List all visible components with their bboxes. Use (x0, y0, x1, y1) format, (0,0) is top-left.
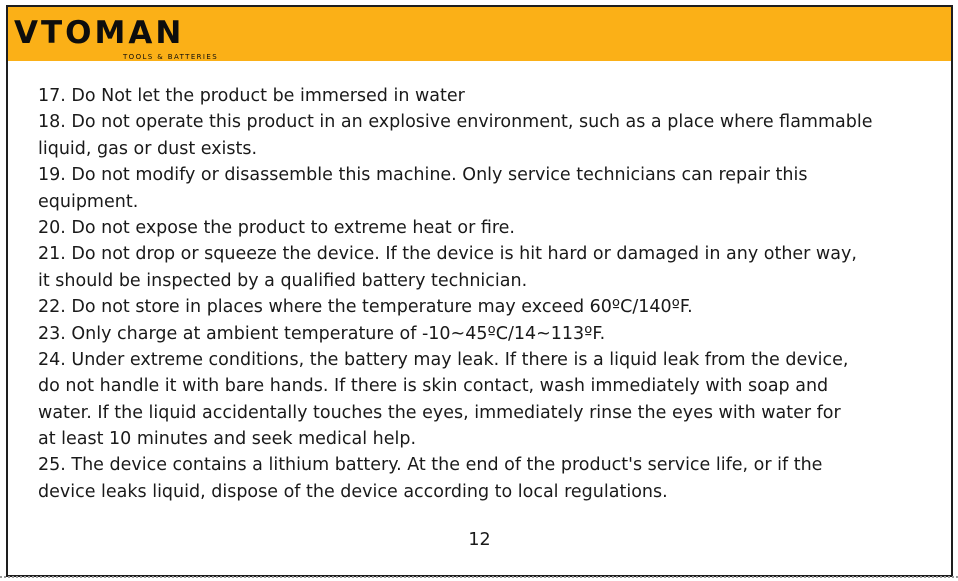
safety-instructions (38, 83, 938, 505)
text-line: 17. Do Not let the product be immersed in water (38, 86, 465, 106)
text-line: equipment. (38, 191, 139, 212)
page-bottom-divider (0, 576, 958, 578)
text-line: 25. The device contains a lithium battery. At the end of the product's service life, or if the (38, 455, 823, 476)
text-line: device leaks liquid, dispose of the device according to local regulations. (38, 481, 668, 502)
page-number: 12 (468, 530, 491, 550)
vtoman-logo (14, 16, 236, 64)
text-line: water. If the liquid accidentally touches the eyes, immediately rinse the eyes with water for (38, 402, 841, 423)
document-page (6, 5, 953, 577)
text-line: 21. Do not drop or squeeze the device. If the device is hit hard or damaged in any other way, (38, 244, 857, 265)
text-line: liquid, gas or dust exists. (38, 138, 258, 159)
text-line: it should be inspected by a qualified battery technician. (38, 270, 528, 291)
text-line: do not handle it with bare hands. If there is skin contact, wash immediately with soap and (38, 376, 829, 397)
text-line: 18. Do not operate this product in an explosive environment, such as a place where flammable (38, 112, 873, 133)
text-line: 20. Do not expose the product to extreme heat or fire. (38, 217, 515, 238)
text-line: 23. Only charge at ambient temperature of -10~45ºC/14~113ºF. (38, 323, 606, 344)
text-line: 22. Do not store in places where the temperature may exceed 60ºC/140ºF. (38, 297, 693, 318)
text-line: 19. Do not modify or disassemble this machine. Only service technicians can repair this (38, 165, 808, 186)
brand-header-bar (8, 7, 951, 61)
text-line: at least 10 minutes and seek medical help. (38, 429, 417, 450)
logo-tagline: TOOLS & BATTERIES (123, 53, 219, 61)
logo-wordmark: VTOMAN (14, 15, 185, 51)
text-line: 24. Under extreme conditions, the battery may leak. If there is a liquid leak from the device, (38, 349, 849, 370)
